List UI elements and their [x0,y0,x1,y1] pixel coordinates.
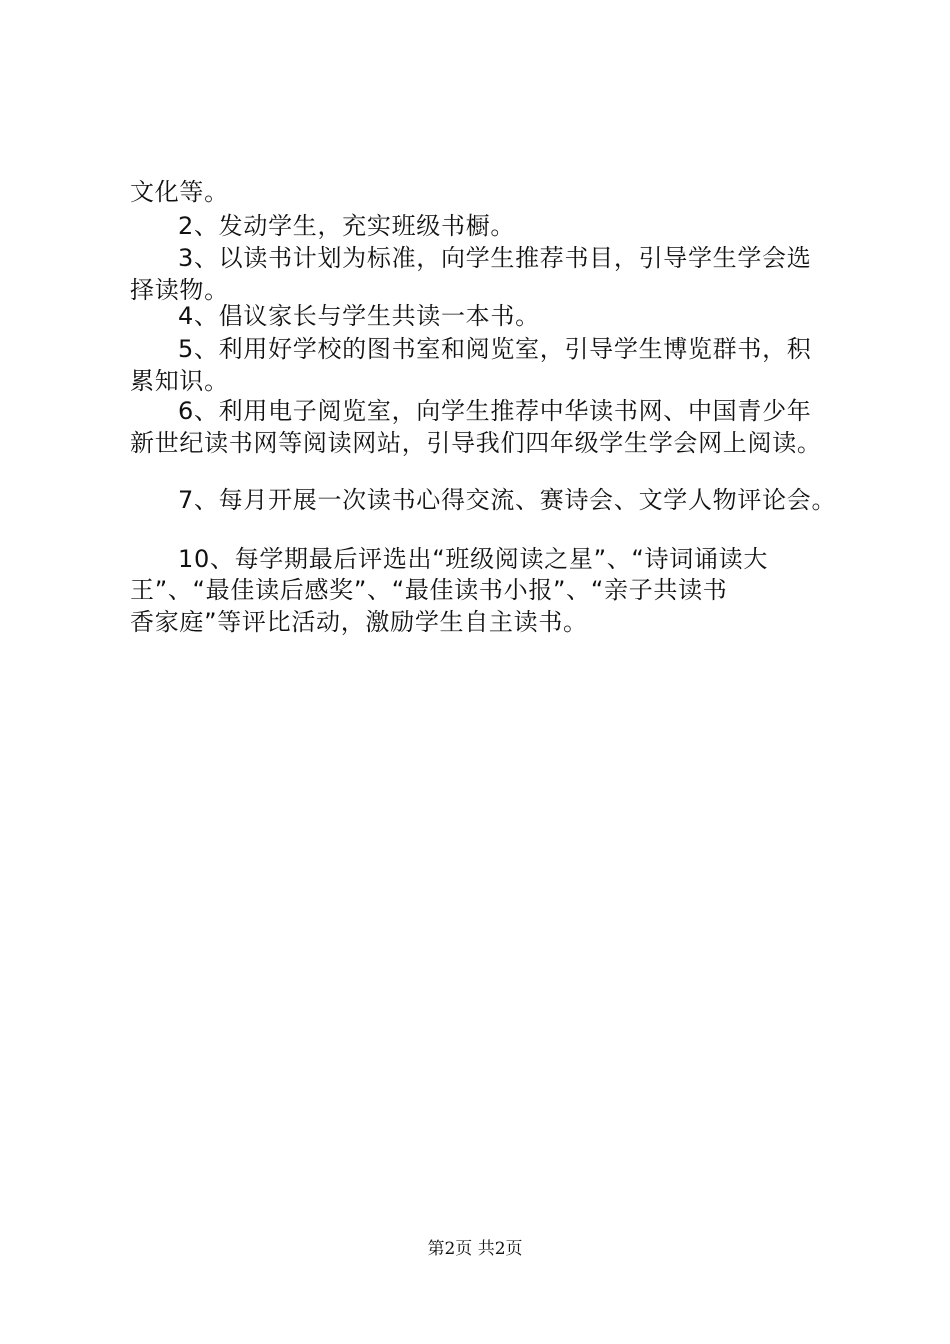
paragraph-line: 文化等。 [130,178,229,206]
paragraph-line: 王”、“最佳读后感奖”、“最佳读书小报”、“亲子共读书 [130,576,728,604]
paragraph-line: 新世纪读书网等阅读网站，引导我们四年级学生学会网上阅读。 [130,429,822,457]
paragraph-line: 2、发动学生，充实班级书橱。 [178,212,516,240]
paragraph-line: 6、利用电子阅览室，向学生推荐中华读书网、中国青少年 [178,397,812,425]
paragraph-line: 香家庭”等评比活动，激励学生自主读书。 [130,608,588,636]
paragraph-line: 10、每学期最后评选出“班级阅读之星”、“诗词诵读大 [178,545,769,573]
page-number-footer: 第2页 共2页 [427,1239,523,1259]
paragraph-line: 3、以读书计划为标准，向学生推荐书目，引导学生学会选 [178,244,812,272]
paragraph-line: 4、倡议家长与学生共读一本书。 [178,302,540,330]
paragraph-line: 5、利用好学校的图书室和阅览室，引导学生博览群书，积 [178,335,812,363]
paragraph-line: 择读物。 [130,276,229,304]
paragraph-line: 7、每月开展一次读书心得交流、赛诗会、文学人物评论会。 [178,486,837,514]
paragraph-line: 累知识。 [130,367,229,395]
